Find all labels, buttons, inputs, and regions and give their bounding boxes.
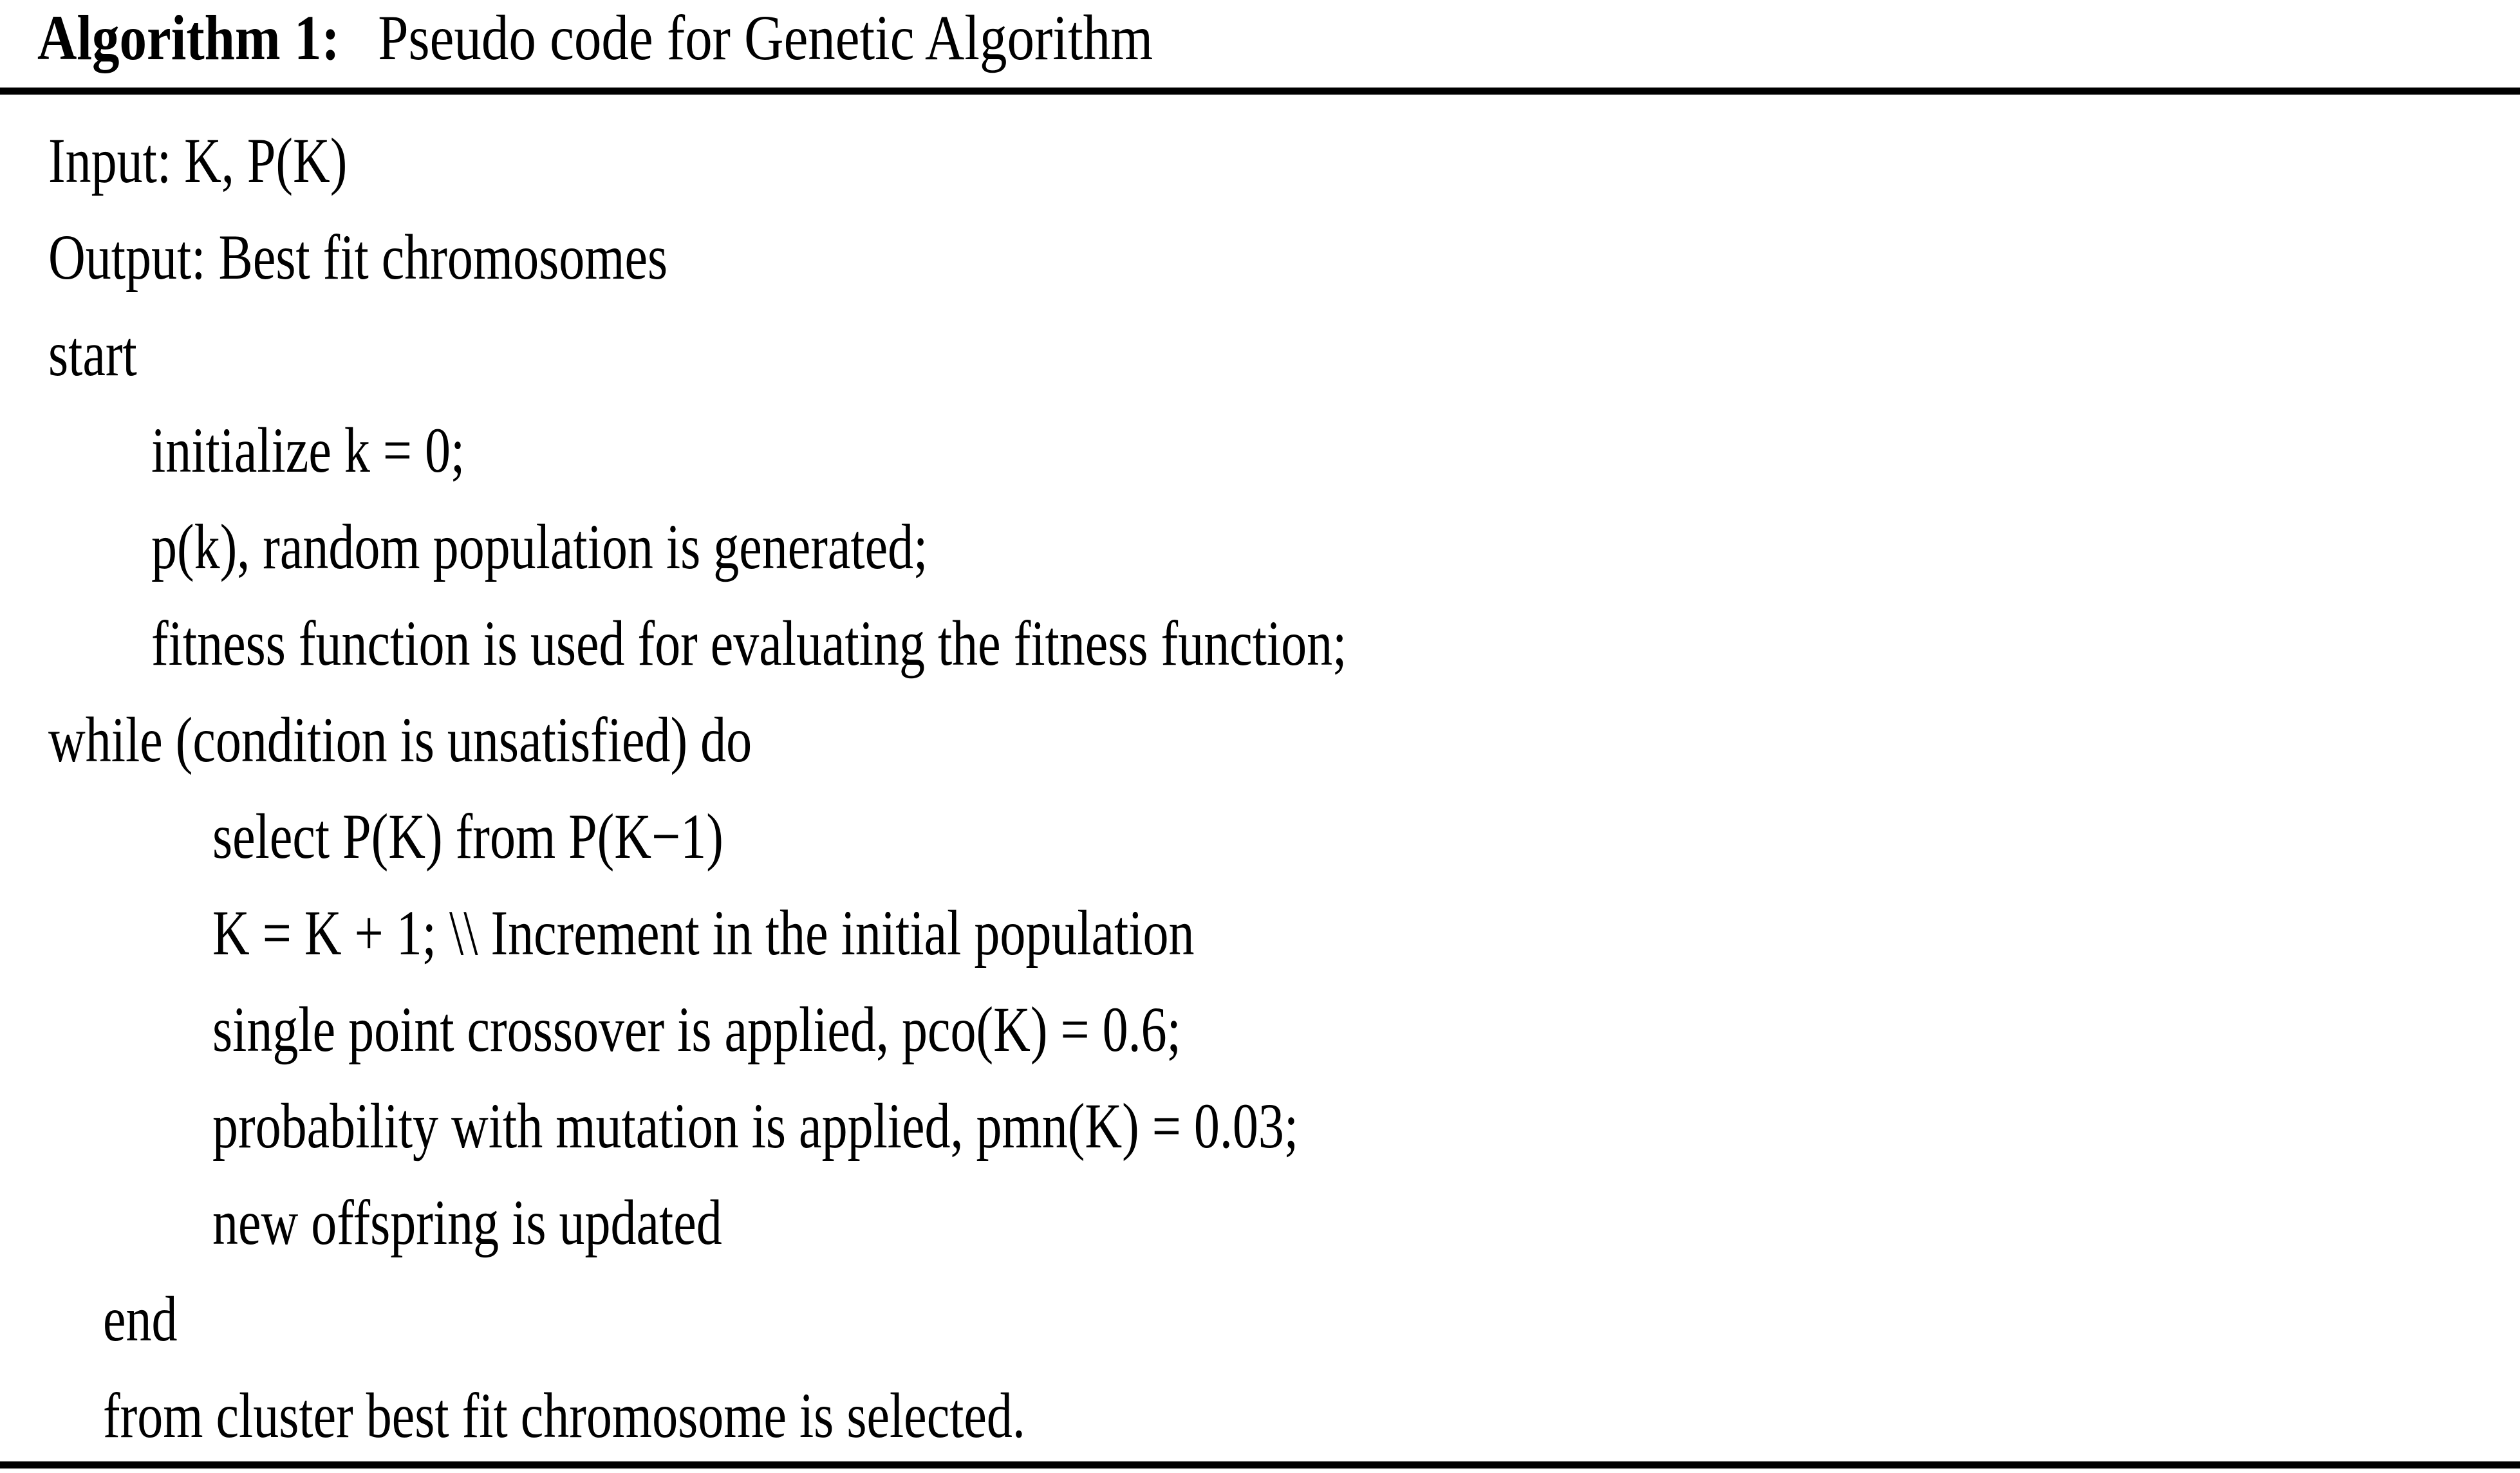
- pseudocode-line: [0, 209, 2520, 306]
- pseudocode-text: single point crossover is applied, pco(K) = 0.6;: [212, 994, 1181, 1065]
- pseudocode-text: initialize k = 0;: [151, 414, 465, 486]
- pseudocode-line: [0, 595, 2520, 692]
- algorithm-title-text: Pseudo code for Genetic Algorithm: [378, 2, 1153, 73]
- pseudocode-text: select P(K) from P(K−1): [212, 801, 723, 872]
- pseudocode-text: new offspring is updated: [212, 1187, 722, 1258]
- pseudocode-line: [0, 306, 2520, 402]
- pseudocode-line: [0, 1271, 2520, 1367]
- pseudocode-line: [0, 1078, 2520, 1174]
- top-rule: [0, 88, 2520, 95]
- algorithm-number-label: Algorithm 1:: [37, 2, 340, 73]
- pseudocode-text: from cluster best fit chromosome is selected.: [103, 1380, 1025, 1451]
- pseudocode-line: [0, 402, 2520, 499]
- pseudocode-text: probability with mutation is applied, pmn(K) = 0.03;: [212, 1090, 1299, 1162]
- pseudocode-text: p(k), random population is generated;: [151, 511, 928, 582]
- pseudocode-line: [0, 692, 2520, 788]
- bottom-rule: [0, 1461, 2520, 1468]
- pseudocode-text: fitness function is used for evaluating the fitness function;: [151, 607, 1347, 679]
- pseudocode-line: [0, 788, 2520, 885]
- pseudocode-line: [0, 1367, 2520, 1464]
- pseudocode-text: start: [48, 318, 137, 389]
- pseudocode-text: Input: K, P(K): [48, 125, 348, 196]
- pseudocode-line: [0, 1174, 2520, 1271]
- algorithm-title-content: [37, 0, 1153, 76]
- pseudocode-line: [0, 113, 2520, 209]
- pseudocode-text: end: [103, 1283, 178, 1355]
- algorithm-title: [0, 0, 2520, 76]
- pseudocode-line: [0, 499, 2520, 595]
- pseudocode-text: Output: Best fit chromosomes: [48, 221, 668, 293]
- pseudocode-line: [0, 981, 2520, 1078]
- pseudocode-text: K = K + 1; \\ Increment in the initial population: [212, 897, 1195, 968]
- pseudocode-body: [0, 113, 2520, 1464]
- pseudocode-line: [0, 885, 2520, 981]
- pseudocode-text: while (condition is unsatisfied) do: [48, 704, 752, 775]
